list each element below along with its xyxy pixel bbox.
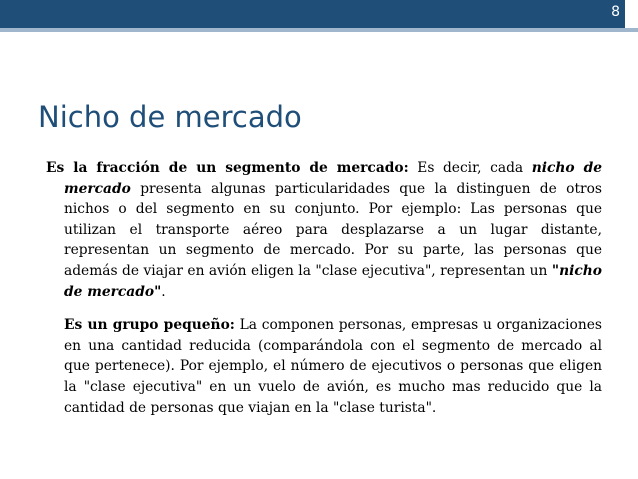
- slide-title: Nicho de mercado: [38, 100, 302, 134]
- header-band-corner: [625, 0, 638, 28]
- definition-text-1: Es decir, cada: [408, 160, 532, 176]
- definition-term-nicho-quoted: "nicho de mercado": [64, 262, 602, 300]
- definition-text-3: .: [161, 283, 166, 300]
- slide-number: 8: [611, 4, 620, 20]
- slide-body: [46, 158, 602, 418]
- definition-term-nicho: nicho de mercado: [64, 160, 602, 197]
- header-band-dark: [0, 0, 625, 28]
- small-group-text: La componen personas, empresas u organizaciones en una cantidad reducida (comparándola con el segmento de mercado al que pertenece). Por ejemplo, el número de ejecutivos o personas que eligen la "clase ejecutiva" en un vuelo de avión, es mucho mas reducido que la cantidad de personas que viajan en la "clase turista".: [64, 317, 602, 416]
- header-band: [0, 0, 638, 28]
- small-group-term: Es un grupo pequeño:: [64, 317, 235, 334]
- paragraph-definition: [46, 158, 602, 302]
- definition-term: Es la fracción de un segmento de mercado:: [46, 160, 409, 176]
- header-band-accent: [0, 28, 638, 32]
- paragraph-small-group: [46, 315, 602, 418]
- definition-text-2: presenta algunas particularidades que la distinguen de otros nichos o del segmento en su conjunto. Por ejemplo: Las personas que utilizan el transporte aéreo para desplazarse a un lugar distante, representan un segmento de mercado. Por su parte, las personas que además de viajar en avión eligen la "clase ejecutiva", representan un: [64, 180, 602, 279]
